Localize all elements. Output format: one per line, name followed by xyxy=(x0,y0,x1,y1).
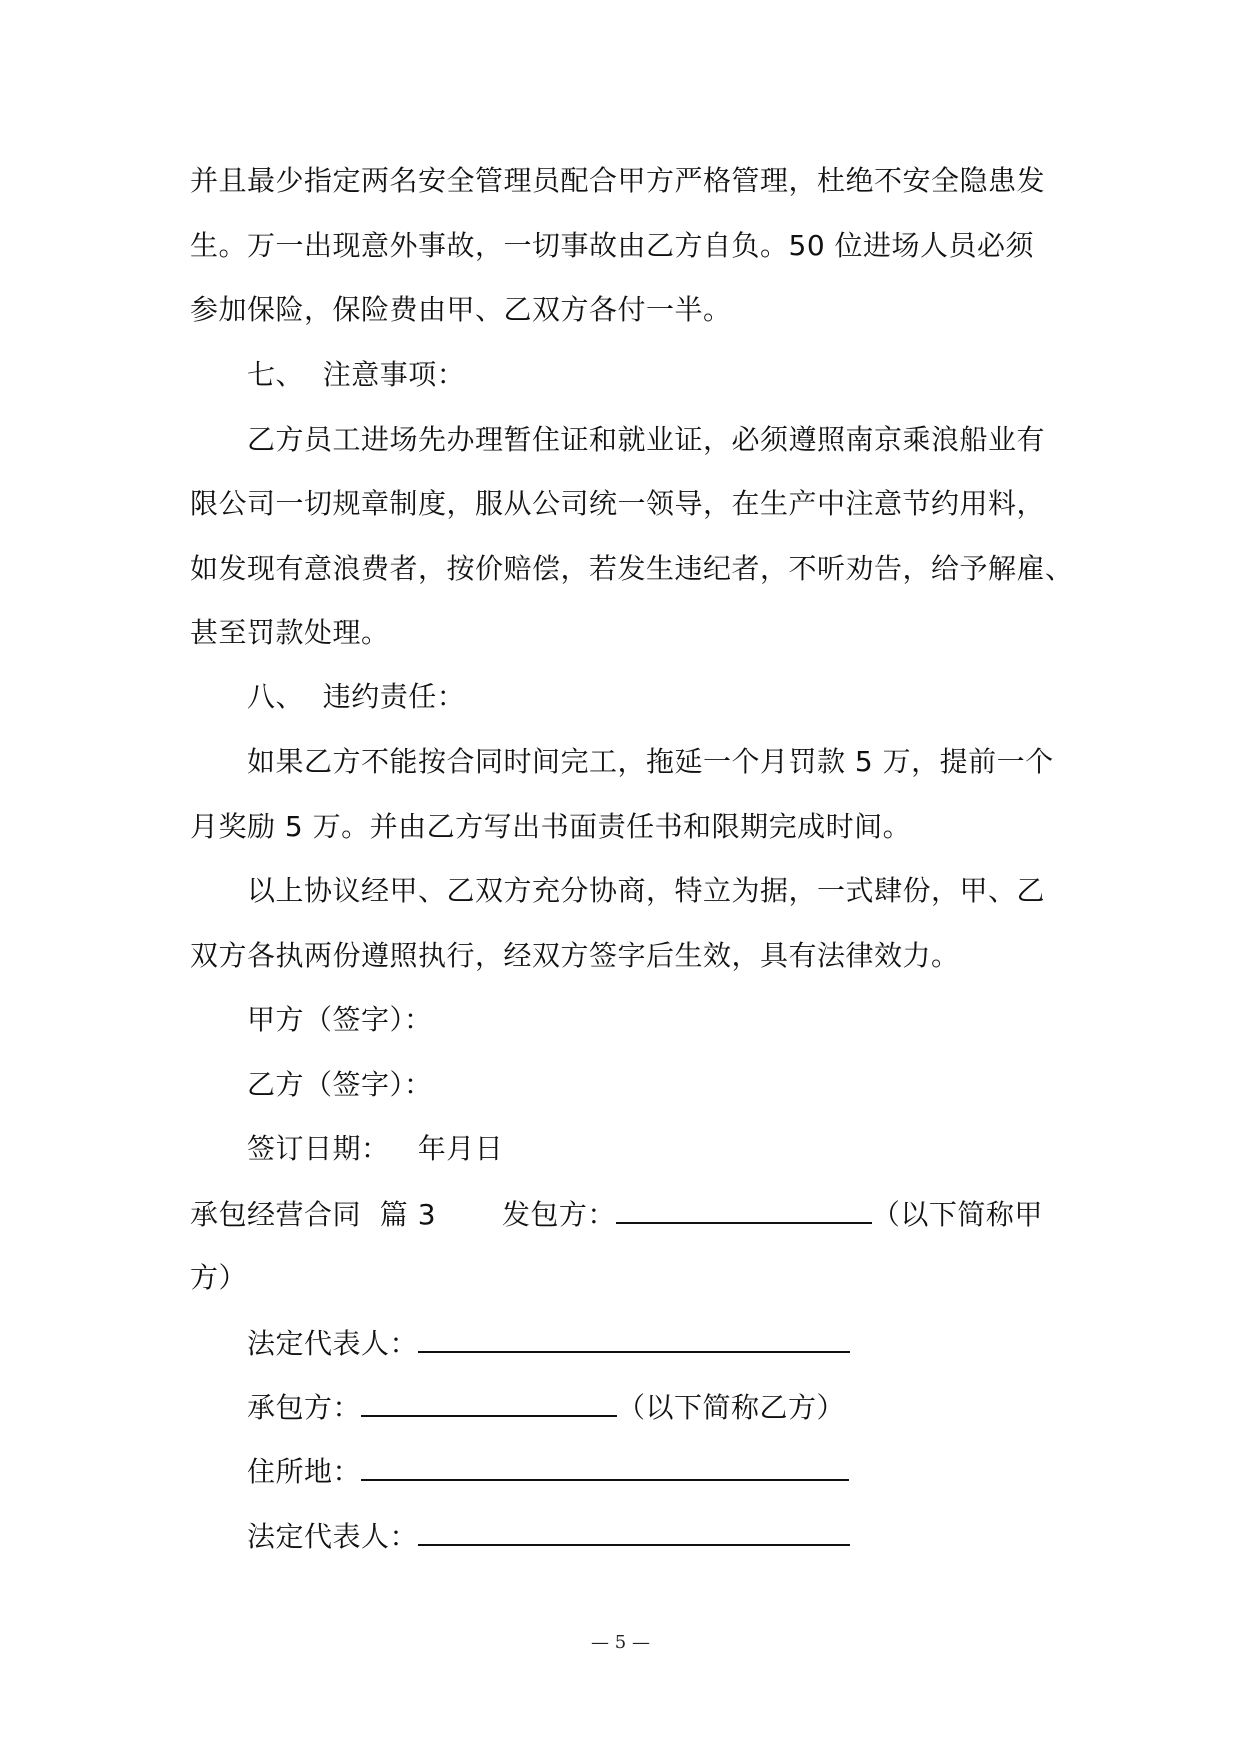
issuer-blank xyxy=(616,1194,872,1224)
party-a-signature-label: 甲方（签字）： xyxy=(247,1003,433,1036)
paragraph-line: 生。万一出现意外事故，一切事故由乙方自负。50 位进场人员必须 xyxy=(190,229,1035,262)
paragraph-line: 月奖励 5 万。并由乙方写出书面责任书和限期完成时间。 xyxy=(190,810,912,843)
address-line xyxy=(247,1451,849,1492)
paragraph-line: 如发现有意浪费者，按价赔偿，若发生违纪者，不听劝告，给予解雇、 xyxy=(190,552,1074,585)
paragraph-line: 以上协议经甲、乙双方充分协商，特立为据，一式肆份，甲、乙 xyxy=(247,874,1046,907)
signing-date-label: 签订日期： 年月日 xyxy=(247,1132,504,1165)
contractor-line xyxy=(247,1387,845,1428)
contract3-heading-line xyxy=(190,1194,1043,1235)
contract3-heading: 承包经营合同 篇 3 xyxy=(190,1198,437,1231)
paragraph-line: 双方各执两份遵照执行，经双方签字后生效，具有法律效力。 xyxy=(190,939,960,972)
address-label: 住所地： xyxy=(247,1455,362,1488)
party-b-signature-label: 乙方（签字）： xyxy=(247,1068,433,1101)
legal-rep-label: 法定代表人： xyxy=(247,1327,419,1360)
contractor-blank xyxy=(361,1387,617,1417)
page-number: — 5 — xyxy=(591,1632,650,1653)
legal-rep-label-2: 法定代表人： xyxy=(247,1520,419,1553)
contractor-suffix: （以下简称乙方） xyxy=(617,1391,846,1424)
legal-rep-line-2 xyxy=(247,1516,850,1557)
paragraph-line: 限公司一切规章制度，服从公司统一领导，在生产中注意节约用料， xyxy=(190,487,1046,520)
paragraph-line: 如果乙方不能按合同时间完工，拖延一个月罚款 5 万，提前一个 xyxy=(247,745,1054,778)
section-heading-8: 八、 违约责任： xyxy=(247,680,466,713)
legal-rep-blank-2 xyxy=(418,1516,850,1546)
contractor-label: 承包方： xyxy=(247,1391,362,1424)
paragraph-line: 乙方员工进场先办理暂住证和就业证，必须遵照南京乘浪船业有 xyxy=(247,423,1046,456)
paragraph-line: 并且最少指定两名安全管理员配合甲方严格管理，杜绝不安全隐患发 xyxy=(190,164,1046,197)
issuer-suffix-continued: 方） xyxy=(190,1261,248,1294)
paragraph-line: 参加保险，保险费由甲、乙双方各付一半。 xyxy=(190,293,732,326)
issuer-suffix: （以下简称甲 xyxy=(871,1198,1043,1231)
legal-rep-line xyxy=(247,1323,850,1364)
paragraph-line: 甚至罚款处理。 xyxy=(190,616,390,649)
issuer-label: 发包方： xyxy=(501,1198,616,1231)
legal-rep-blank xyxy=(418,1323,850,1353)
address-blank xyxy=(361,1451,849,1481)
section-heading-7: 七、 注意事项： xyxy=(247,358,466,391)
